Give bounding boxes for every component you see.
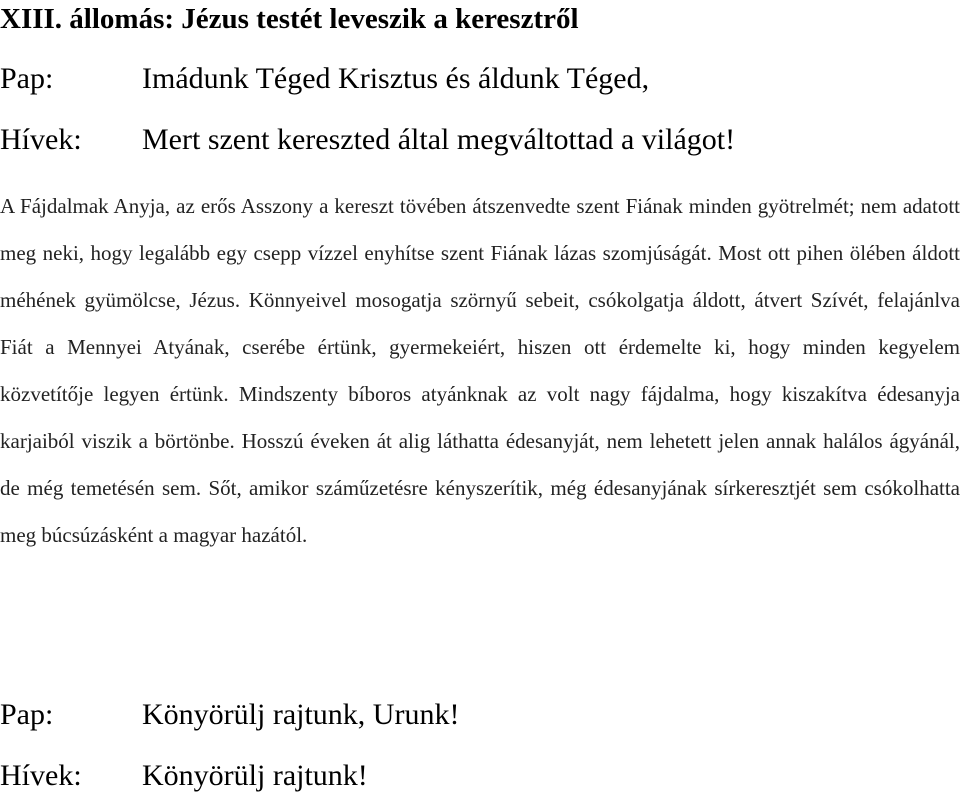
speaker-label: Hívek: <box>0 123 82 156</box>
meditation-sentence: Sőt, amikor száműzetésre kényszerítik, még édesanyjának sírkeresztjét sem csókolhatta meg búcsúzásként a magyar hazától. <box>0 476 960 547</box>
speaker-label: Pap: <box>0 62 54 95</box>
station-title: XIII. állomás: Jézus testét leveszik a keresztről <box>0 3 579 35</box>
faithful-response-text: Mert szent kereszted által megváltottad a világot! <box>142 123 736 156</box>
meditation-sentence: A Fájdalmak Anyja, az erős Asszony a kereszt tövében átszenvedte szent Fiának minden gyötrelmét; nem adatott meg neki, hogy legalább egy csepp vízzel enyhítse szent Fiának lázas szomjúságát. <box>0 194 960 265</box>
priest-response-text: Könyörülj rajtunk, Urunk! <box>142 698 460 731</box>
meditation-sentence: Könnyeivel mosogatja szörnyű sebeit, csókolgatja áldott, átvert Szívét, felajánlva Fiát a Mennyei Atyának, cserébe értünk, gyermekeiért, hiszen ott érdemelte ki, hogy minden kegyelem közvetítője legyen értünk. <box>0 288 960 406</box>
meditation-sentence: Mindszenty bíboros atyánknak az volt nagy fájdalma, hogy kiszakítva édesanyja karjaiból viszik a börtönbe. <box>0 382 960 453</box>
speaker-label: Hívek: <box>0 759 82 792</box>
speaker-label: Pap: <box>0 698 54 731</box>
meditation-paragraph <box>0 183 960 559</box>
meditation-sentence: Hosszú éveken át alig láthatta édesanyját, nem lehetett jelen annak halálos ágyánál, de még temetésén sem. <box>0 429 960 500</box>
priest-response-text: Imádunk Téged Krisztus és áldunk Téged, <box>142 62 650 95</box>
faithful-response-text: Könyörülj rajtunk! <box>142 759 368 792</box>
meditation-sentence: Most ott pihen ölében áldott méhének gyümölcse, Jézus. <box>0 241 960 312</box>
